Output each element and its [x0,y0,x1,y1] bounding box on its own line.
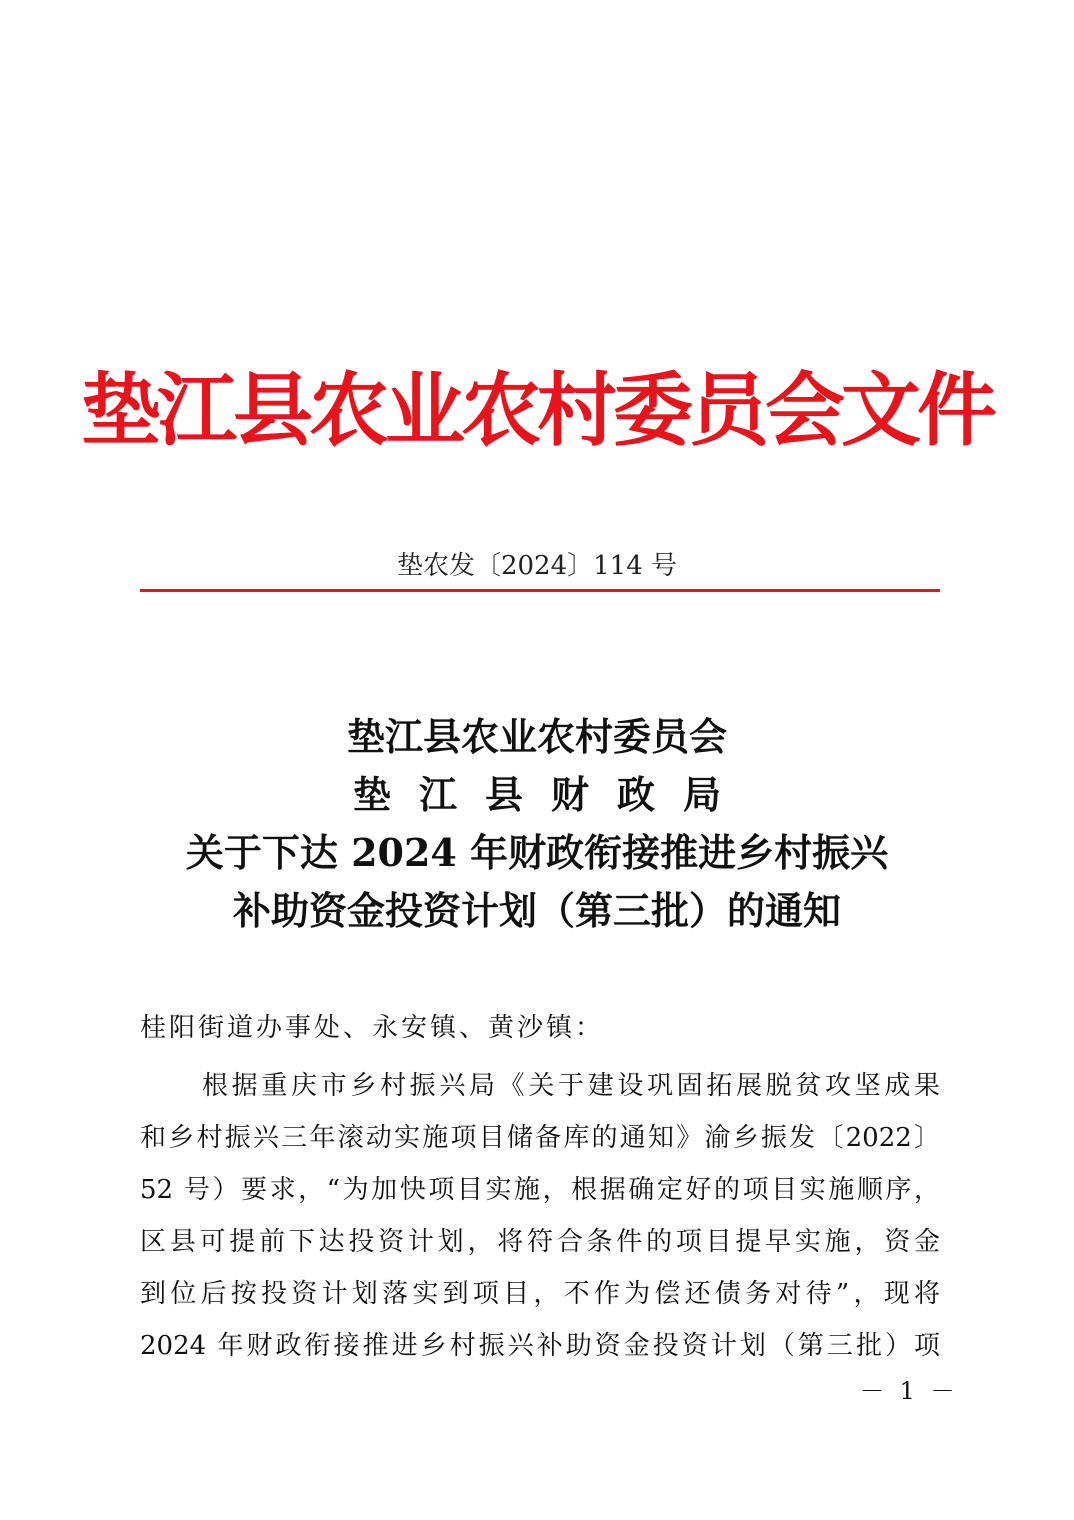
body-line-5: 到位后按投资计划落实到项目，不作为偿还债务对待”，现将 [140,1279,940,1309]
body-paragraph [140,1060,940,1372]
red-divider-rule [140,589,940,592]
masthead-title: 垫江县农业农村委员会文件 [81,363,993,457]
title-line-4: 补助资金投资计划（第三批）的通知 [232,888,841,933]
title-line-2: 垫江县财政局 [352,772,749,817]
body-line-1: 根据重庆市乡村振兴局《关于建设巩固拓展脱贫攻坚成果 [202,1071,940,1101]
body-line-6: 2024 年财政衔接推进乡村振兴补助资金投资计划（第三批）项 [140,1331,940,1361]
document-number: 垫农发〔2024〕114 号 [396,551,678,581]
body-line-4: 区县可提前下达投资计划，将符合条件的项目提早实施，资金 [140,1227,940,1257]
notice-title [0,708,1074,940]
title-line-1: 垫江县农业农村委员会 [346,714,727,759]
body-line-3: 52 号）要求，“为加快项目实施，根据确定好的项目实施顺序， [140,1175,940,1205]
title-line-3: 关于下达 2024 年财政衔接推进乡村振兴 [185,830,889,875]
body-line-2: 和乡村振兴三年滚动实施项目储备库的通知》渝乡振发〔2022〕 [140,1123,940,1153]
addressee: 桂阳街道办事处、永安镇、黄沙镇： [140,1013,605,1043]
page-number: － 1 － [860,1377,959,1405]
